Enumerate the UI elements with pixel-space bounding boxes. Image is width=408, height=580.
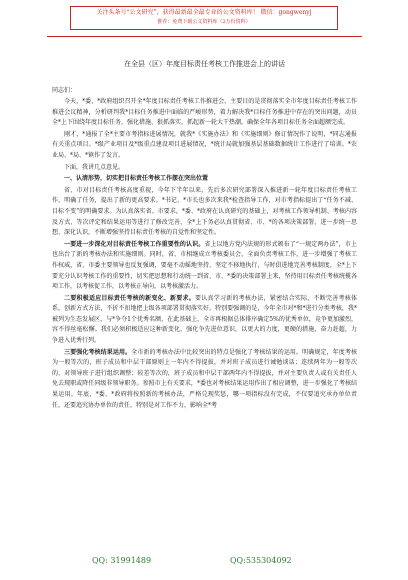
paragraph-point-1 (52, 240, 357, 293)
point-1-lead: 一要进一步深化对目标责任考核工作重要性的认识。 (64, 240, 205, 248)
promo-banner (70, 6, 338, 30)
footer-qq-1: QQ: 31991489 (92, 556, 152, 565)
point-2-body: 要认真学习新的考核办法，紧密结合实际，不断完善考核体系，创新方式方法，不折不扣地把上级各项部署贯彻落实好。特别要强调的是，今年全市对*和*进行分类考核，我*被列为生态发展区，与*争夺1个优秀名额，在此基础上，全市再根据总体排序确定5%的优秀单位，竞争更加激烈，容不得丝毫松懈。我们必须积极适应这种新变化，强化争先进位意识，以更大的力度，更硬的措施，奋力赶超，力争进入优秀行列。 (52, 294, 357, 345)
footer-qq-2: QQ:535304092 (230, 556, 292, 565)
point-3-body: 全市新的考核办法中比较突出的特点是强化了考核结果的运用。明确规定，年度考核为一般等次的，班子成员和中层干部原则上一年内不得提拔，并对班子成员进行诫勉谈话；连续两年为一般等次的，对领导班子进行组织调整；较差等次的，班子成员和中层干部两年内不得提拔，并对主要负责人或有关责任人免去现职或降任同级非领导职务。参照市上有关要求，*委也对考核结果运用作出了相应调整，进一步强化了考核结果运用。年底，*委、*政府将按照新的考核办法，严格兑现奖惩，哪一项指标没有完成，不仅要追究承办单位责任，还要追究协办单位的责任，特别是对工作不力，影响全*考 (52, 348, 357, 409)
paragraph-reports: 刚才，*通报了全*主要市考指标进展情况，就我*《实施办法》和《实施细则》修订情况作了说明，*同志通报有关重点项目。*级产业项目及*级重点建设项目进展情况，*统计局就加强基层基础数据统计工作进行了培训。*农业局、*局、*镇作了发言。 (52, 130, 357, 159)
point-3-lead: 三要强化考核结果运用。 (64, 348, 132, 356)
document-body (52, 58, 357, 412)
footer-contacts (0, 556, 408, 572)
point-1-body: 省上以地方党内法规的形式颁布了“一规定两办法”，市上也出台了新的考核办法和实施细则。同时，省、市相继成立考核委员会，全面负责考核工作，进一步增强了考核工作权威，省、市委主要领导也反复强调，要毫不动摇地坚持、坚定不移地执行、与时俱进地完善考核制度，全*上下要充分认识考核工作的重要性，切实把思想和行动统一到省、市、*委的决策部署上来，坚持用目标责任考核统揽各项工作，以考核促工作，以考核正导向，以考核激活力。 (52, 240, 357, 291)
salutation: 同志们： (52, 87, 77, 94)
section-heading-1: 一、认清形势，切实把目标责任考核工作摆在突出位置 (64, 175, 209, 183)
paragraph-transition: 下面，我讲几点意见。 (64, 163, 125, 171)
paragraph-point-3 (52, 348, 357, 412)
promo-banner-line1: 关注头条号“公文研究”，获得最新最全最专业的公文资料库！ 微信：gongwenyj (96, 9, 312, 16)
paragraph-intro: 今天，*委、*政府组织召开全*年度目标责任考核工作推进会，主要目的是贯彻落实全市年度目标责任考核工作推进会议精神，分析研判我*目标任务推进中面临的严峻形势，着力解决我*目标任务推进中存在的突出问题，动员全*上下围绕年度目标任务，强化措施、狠抓落实，抓起新一轮大干热潮，确保全年各项目标任务全面超额完成。 (52, 98, 357, 127)
paragraph-point-2 (52, 294, 357, 347)
document-title: 在全县（区）年度目标责任考核工作推进会上的讲话 (124, 60, 285, 68)
point-2-lead: 二要积极适应目标责任考核的新变化、新要求。 (64, 294, 196, 302)
paragraph-situation: 省、市对目标责任考核高度重视，今年下半年以来，先后多次研究部署深入推进新一轮年度目标责任考核工作，明确了任务，提出了新的更高要求。*书记、*市长也多次来我*检查指导工作，对市考指标提出了“任务不减、目标不变”的明确要求。为认真落实省、市要求，*委、*政府在认真研究的基础上，对考核工作领导机制、考核内容及方式、等次评定和结果运用等进行了修改完善，全*上下务必认真贯彻省、市、*的各项决策部署，进一步统一思想、深化认识，不断增强坚持目标责任考核的自觉性和坚定性。 (52, 186, 357, 237)
header-divider (47, 36, 362, 37)
promo-banner-line2: 推荐：免费下载公文资料库（2万份资料） (157, 19, 251, 25)
